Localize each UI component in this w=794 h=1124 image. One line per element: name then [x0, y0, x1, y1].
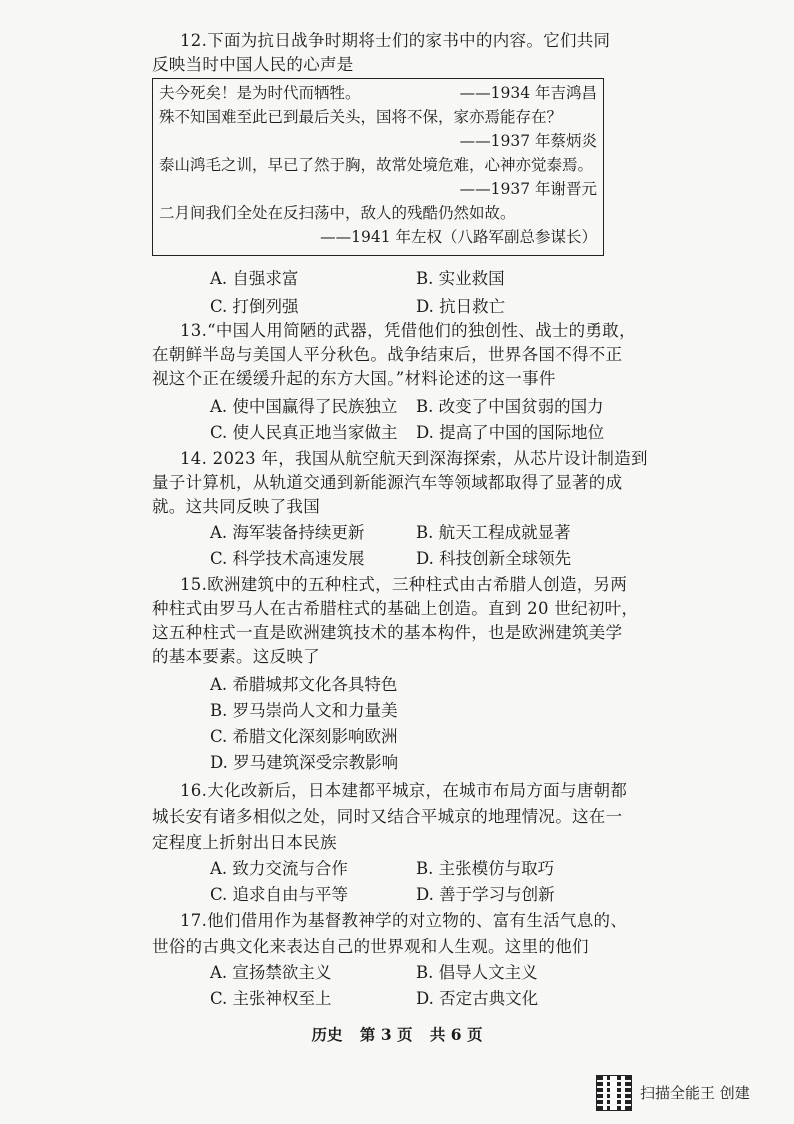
- quote-2-text: 殊不知国难至此已到最后关头，国将不保，家亦焉能存在？: [159, 108, 563, 126]
- q16-option-c: C. 追求自由与平等: [210, 885, 349, 904]
- q17-stem-line-2: 世俗的古典文化来表达自己的世界观和人生观。这里的他们: [152, 937, 589, 956]
- q17-option-b: B. 倡导人文主义: [416, 963, 538, 982]
- q14-option-a: A. 海军装备持续更新: [210, 523, 365, 542]
- footer-subject: 历史: [311, 1025, 343, 1044]
- q12-option-c: C. 打倒列强: [210, 297, 299, 316]
- q14-stem-line-2: 量子计算机，从轨道交通到新能源汽车等领域都取得了显著的成: [152, 473, 623, 492]
- quote-4-source: ——1941 年左权（八路军副总参谋长）: [320, 228, 597, 246]
- q12-stem-line-2: 反映当时中国人民的心声是: [152, 55, 354, 74]
- q13-stem-line-3: 视这个正在缓缓升起的东方大国。”材料论述的这一事件: [152, 369, 556, 388]
- q17-stem-line-1: 17.他们借用作为基督教神学的对立物的、富有生活气息的、: [180, 911, 628, 930]
- quote-4-text: 二月间我们全处在反扫荡中，敌人的残酷仍然如故。: [159, 204, 516, 222]
- q15-option-d: D. 罗马建筑深受宗教影响: [210, 753, 399, 772]
- q15-option-c: C. 希腊文化深刻影响欧洲: [210, 727, 398, 746]
- q13-option-c: C. 使人民真正地当家做主: [210, 423, 398, 442]
- footer-total: 共 6 页: [429, 1025, 483, 1044]
- q16-stem-line-3: 定程度上折射出日本民族: [152, 833, 337, 852]
- q14-option-b: B. 航天工程成就显著: [416, 523, 571, 542]
- q13-stem-line-2: 在朝鲜半岛与美国人平分秋色。战争结束后，世界各国不得不正: [152, 345, 623, 364]
- q12-option-b: B. 实业救国: [416, 269, 505, 288]
- q12-stem-line-1: 12.下面为抗日战争时期将士们的家书中的内容。它们共同: [180, 31, 611, 50]
- q16-option-a: A. 致力交流与合作: [210, 859, 348, 878]
- q17-option-d: D. 否定古典文化: [416, 989, 539, 1008]
- q16-option-d: D. 善于学习与创新: [416, 885, 555, 904]
- scanner-watermark: 扫描全能王 创建: [640, 1084, 750, 1102]
- q17-option-c: C. 主张神权至上: [210, 989, 332, 1008]
- quote-1-text: 夫今死矣！是为时代而牺牲。: [159, 84, 361, 102]
- q13-option-a: A. 使中国赢得了民族独立: [210, 397, 398, 416]
- q15-stem-line-2: 种柱式由罗马人在古希腊柱式的基础上创造。直到 20 世纪初叶，: [152, 599, 639, 618]
- q12-option-d: D. 抗日救亡: [416, 297, 506, 316]
- q16-stem-line-2: 城长安有诸多相似之处，同时又结合平城京的地理情况。这在一: [152, 807, 623, 826]
- q14-option-c: C. 科学技术高速发展: [210, 549, 365, 568]
- q15-stem-line-4: 的基本要素。这反映了: [152, 647, 320, 666]
- q15-stem-line-3: 这五种柱式一直是欧洲建筑技术的基本构件，也是欧洲建筑美学: [152, 623, 623, 642]
- q14-option-d: D. 科技创新全球领先: [416, 549, 572, 568]
- qr-code-icon: [597, 1076, 631, 1110]
- q15-option-b: B. 罗马崇尚人文和力量美: [210, 701, 398, 720]
- q14-stem-line-1: 14. 2023 年，我国从航空航天到深海探索，从芯片设计制造到: [180, 449, 648, 468]
- q12-quote-box: [152, 78, 604, 256]
- q13-option-b: B. 改变了中国贫弱的国力: [416, 397, 604, 416]
- q14-stem-line-3: 就。这共同反映了我国: [152, 497, 320, 516]
- q13-stem-line-1: 13.“中国人用简陋的武器，凭借他们的独创性、战士的勇敢，: [180, 321, 636, 340]
- q15-stem-line-1: 15.欧洲建筑中的五种柱式，三种柱式由古希腊人创造，另两: [180, 575, 628, 594]
- quote-2-source: ——1937 年蔡炳炎: [459, 132, 597, 150]
- q17-option-a: A. 宣扬禁欲主义: [210, 963, 332, 982]
- quote-3-text: 泰山鸿毛之训，早已了然于胸，故常处境危难，心神亦觉泰焉。: [159, 156, 594, 174]
- q15-option-a: A. 希腊城邦文化各具特色: [210, 675, 398, 694]
- q13-option-d: D. 提高了中国的国际地位: [416, 423, 605, 442]
- quote-1-source: ——1934 年吉鸿昌: [459, 84, 597, 102]
- quote-3-source: ——1937 年谢晋元: [459, 180, 597, 198]
- footer-page: 第 3 页: [359, 1025, 413, 1044]
- q16-stem-line-1: 16.大化改新后，日本建都平城京，在城市布局方面与唐朝都: [180, 781, 628, 800]
- q12-option-a: A. 自强求富: [210, 269, 299, 288]
- page-footer: [0, 1023, 794, 1045]
- q16-option-b: B. 主张模仿与取巧: [416, 859, 555, 878]
